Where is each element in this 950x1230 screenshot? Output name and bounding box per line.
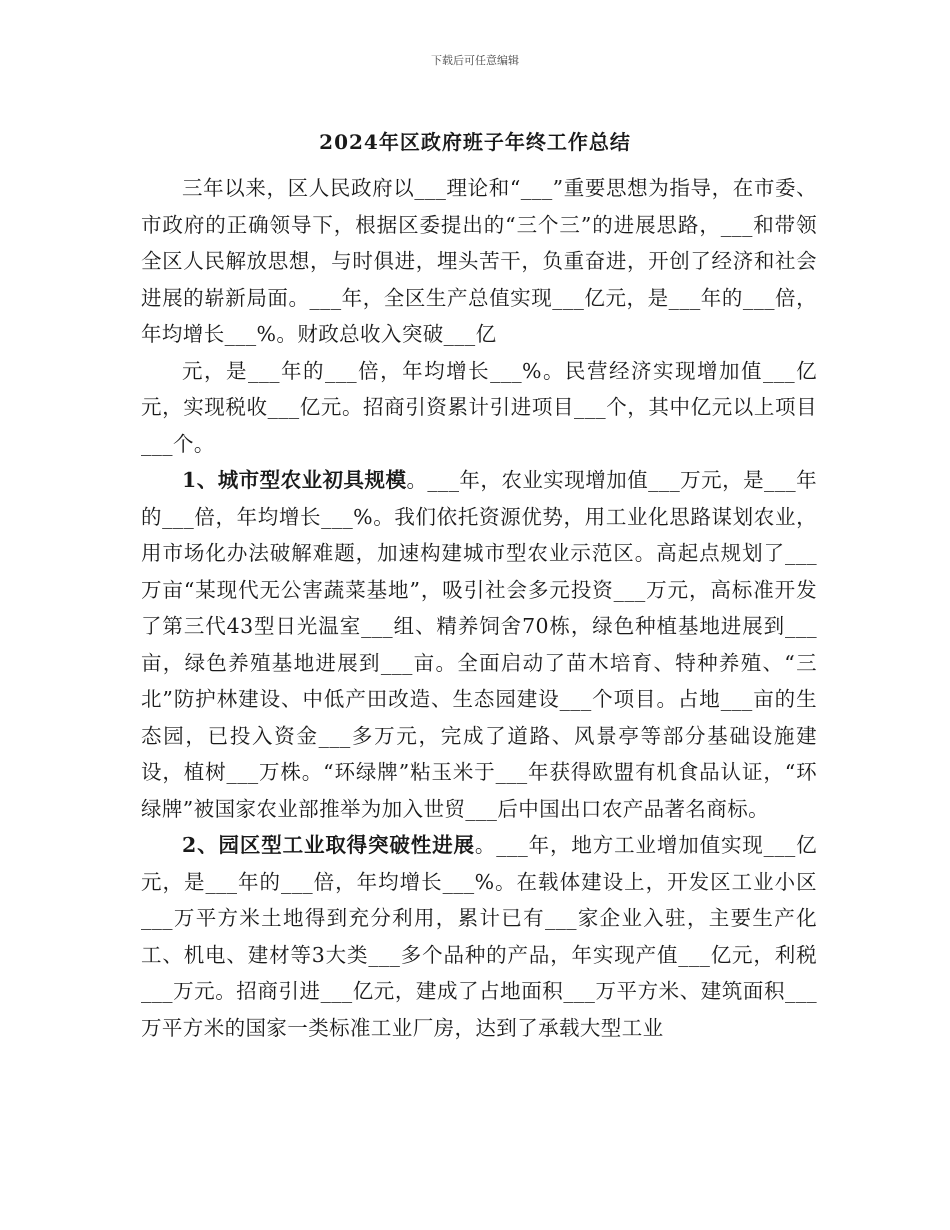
- paragraph-agriculture: [141, 462, 817, 827]
- paragraph-text: 。___年，地方工业增加值实现___亿元，是___年的___倍，年均增长___%。在载体建设上，开发区工业小区___万平方米土地得到充分利用，累计已有___家企业入驻，主要生产化工、机电、建材等3大类___多个品种的产品，年实现产值___亿元，利税___万元。招商引进___亿元，建成了占地面积___万平方米、建筑面积___万平方米的国家一类标准工业厂房，达到了承载大型工业: [141, 833, 817, 1040]
- header-note: 下载后可任意编辑: [431, 54, 519, 67]
- paragraph-intro: [141, 170, 817, 353]
- section-heading: 2、园区型工业取得突破性进展: [182, 833, 475, 857]
- section-heading: 1、城市型农业初具规模: [182, 468, 407, 492]
- paragraph-intro-continued: [141, 353, 817, 463]
- paragraph-text: 三年以来，区人民政府以___理论和“___”重要思想为指导，在市委、市政府的正确领导下，根据区委提出的“三个三”的进展思路，___和带领全区人民解放思想，与时俱进，埋头苦干，负重奋进，开创了经济和社会进展的崭新局面。___年，全区生产总值实现___亿元，是___年的___倍，年均增长___%。财政总收入突破___亿: [141, 176, 817, 346]
- paragraph-industry: [141, 827, 817, 1046]
- document-title: 2024年区政府班子年终工作总结: [319, 130, 631, 154]
- paragraph-text: 。___年，农业实现增加值___万元，是___年的___倍，年均增长___%。我们依托资源优势，用工业化思路谋划农业，用市场化办法破解难题，加速构建城市型农业示范区。高起点规划了___万亩“某现代无公害蔬菜基地”，吸引社会多元投资___万元，高标准开发了第三代43型日光温室___组、精养饲舍70栋，绿色种植基地进展到___亩，绿色养殖基地进展到___亩。全面启动了苗木培育、特种养殖、“三北”防护林建设、中低产田改造、生态园建设___个项目。占地___亩的生态园，已投入资金___多万元，完成了道路、风景亭等部分基础设施建设，植树___万株。“环绿牌”粘玉米于___年获得欧盟有机食品认证，“环绿牌”被国家农业部推举为加入世贸___后中国出口农产品著名商标。: [141, 468, 817, 821]
- paragraph-text: 元，是___年的___倍，年均增长___%。民营经济实现增加值___亿元，实现税收___亿元。招商引资累计引进项目___个，其中亿元以上项目___个。: [141, 358, 817, 456]
- document-body: [141, 170, 817, 1046]
